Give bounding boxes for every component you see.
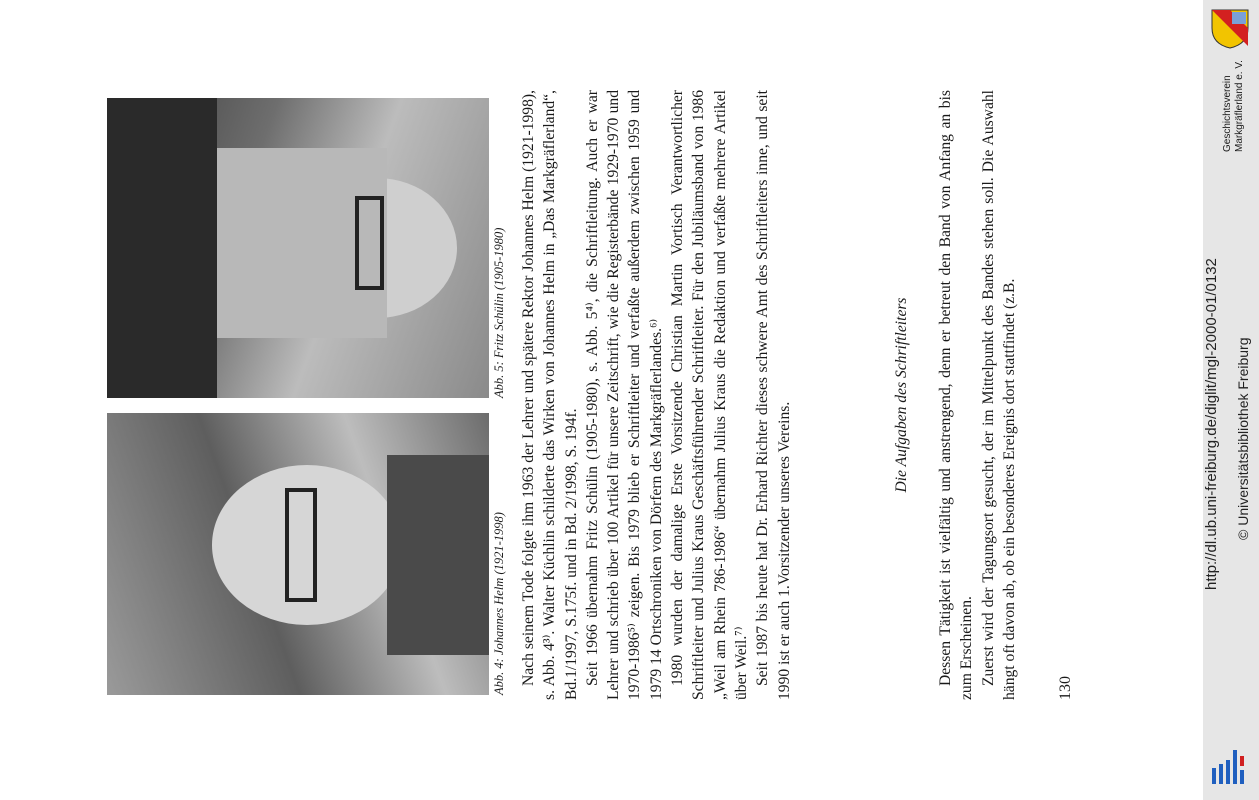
society-name-line2: Markgräflerland e. V. <box>1234 60 1245 152</box>
body-text <box>518 90 795 700</box>
section-heading: Die Aufgaben des Schriftleiters <box>893 297 910 493</box>
photo-fritz-schuelin <box>107 98 489 398</box>
coat-of-arms-icon <box>1208 6 1252 50</box>
copyright-notice: © Universitätsbibliothek Freiburg <box>1235 337 1251 540</box>
page-number: 130 <box>1057 676 1074 700</box>
society-name-line1: Geschichtsverein <box>1222 75 1233 152</box>
document-url-link[interactable]: http://dl.ub.uni-freiburg.de/diglit/mgl-2000-01/0132 <box>1203 258 1220 590</box>
photo-johannes-helm <box>107 413 489 695</box>
body-text-2 <box>935 90 1020 700</box>
paragraph: Seit 1987 bis heute hat Dr. Erhard Richter dieses schwere Amt des Schriftleiters inne, und seit 1990 ist er auch 1.Vorsitzender unseres Vereins. <box>754 90 793 700</box>
portrait-image <box>107 413 489 695</box>
caption-abb-5: Abb. 5: Fritz Schülin (1905-1980) <box>492 227 506 398</box>
paragraph: Nach seinem Tode folgte ihm 1963 der Lehrer und spätere Rektor Johannes Helm (1921-1998), s. Abb. 4³⁾. Walter Küchlin schilderte das Wirken von Johannes Helm in „Das Markgräflerland“, Bd.1/1997, S.175f. und in Bd. 2/1998, S. 194f. <box>520 90 580 700</box>
caption-abb-4: Abb. 4: Johannes Helm (1921-1998) <box>492 512 506 695</box>
portrait-image <box>107 98 489 398</box>
paragraph: Seit 1966 übernahm Fritz Schülin (1905-1980), s. Abb. 5⁴⁾, die Schriftleitung. Auch er war Lehrer und schrieb über 100 Artikel für unsere Zeitschrift, wie die Registerbände 1929-1970 und 1970-1986⁵⁾ zeigen. Bis 1979 blieb er Schriftleiter und verfaßte außerdem zwischen 1959 und 1979 14 Ortschroniken von Dörfern des Markgräflerlandes.⁶⁾ <box>583 90 665 700</box>
paragraph: Dessen Tätigkeit ist vielfältig und anstrengend, denn er betreut den Band von Anfang an bis zum Erscheinen. <box>937 90 976 700</box>
paragraph: Zuerst wird der Tagungsort gesucht, der im Mittelpunkt des Bandes stehen soll. Die Auswahl hängt oft davon ab, ob ein besonderes Ereignis dort stattfindet (z.B. <box>979 90 1018 700</box>
paragraph: 1980 wurden der damalige Erste Vorsitzende Christian Martin Vortisch Verantwortlicher Schriftleiter und Julius Kraus Geschäftsführender Schriftleiter. Für den Jubiläumsband von 1986 „Weil am Rhein 786-1986“ übernahm Julius Kraus die Redaktion und verfaßte mehrere Artikel über Weil.⁷⁾ <box>669 90 750 700</box>
university-library-logo-icon <box>1210 748 1250 788</box>
